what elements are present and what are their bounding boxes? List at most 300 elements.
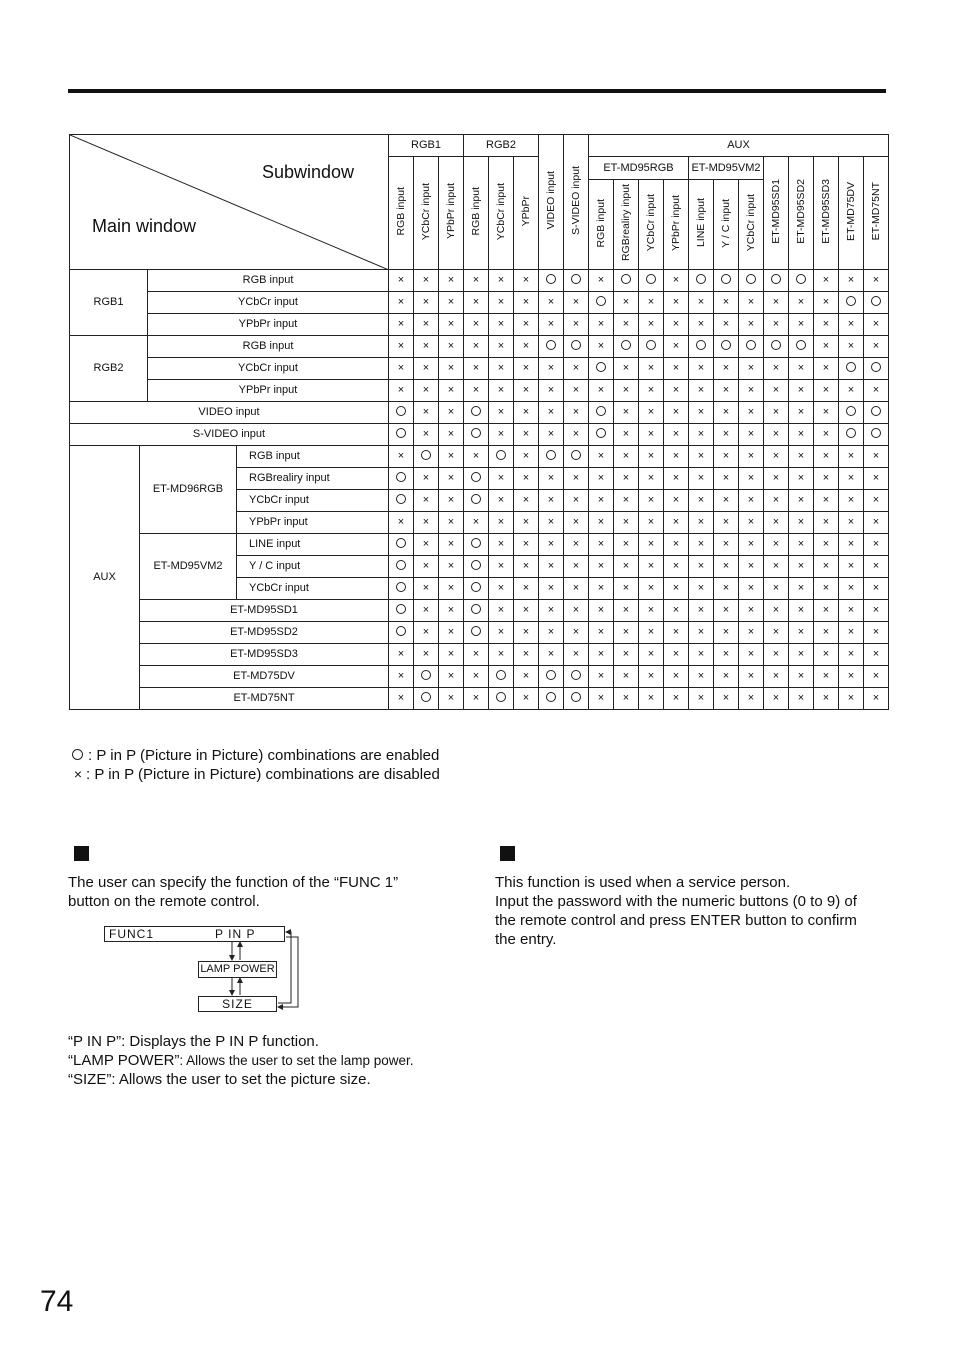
cross-icon: × xyxy=(447,472,455,484)
cell-enabled xyxy=(864,292,889,314)
circle-icon xyxy=(396,428,406,438)
circle-icon xyxy=(871,296,881,306)
cell-disabled xyxy=(714,688,739,710)
col-header: YCbCr input xyxy=(744,194,757,252)
table-row xyxy=(70,402,889,424)
cross-icon: × xyxy=(747,318,755,330)
cross-icon: × xyxy=(447,604,455,616)
cell-enabled xyxy=(539,336,564,358)
cell-disabled xyxy=(514,402,539,424)
top-rule xyxy=(68,89,886,93)
table-row xyxy=(70,380,889,402)
cross-icon: × xyxy=(422,538,430,550)
cross-icon: × xyxy=(647,318,655,330)
cross-icon: × xyxy=(747,582,755,594)
cross-icon: × xyxy=(497,384,505,396)
cell-disabled xyxy=(664,402,689,424)
cross-icon: × xyxy=(772,582,780,594)
cross-icon: × xyxy=(772,450,780,462)
cell-disabled xyxy=(814,270,839,292)
cross-icon: × xyxy=(672,604,680,616)
row-group-rgb1: RGB1 xyxy=(70,270,148,336)
col-header: RGB input xyxy=(469,187,482,236)
cross-icon: × xyxy=(747,692,755,704)
col-header: RGBrealiry input xyxy=(619,184,632,262)
section-bullet-icon xyxy=(500,846,515,861)
desc-size: “SIZE”: Allows the user to set the picture size. xyxy=(68,1071,371,1088)
cell-disabled xyxy=(489,358,514,380)
row-label: YCbCr input xyxy=(237,490,389,512)
cross-icon: × xyxy=(547,296,555,308)
circle-icon xyxy=(571,692,581,702)
cross-icon: × xyxy=(497,318,505,330)
table-row xyxy=(70,336,889,358)
cross-icon: × xyxy=(447,516,455,528)
cell-disabled xyxy=(614,534,639,556)
cell-disabled xyxy=(714,512,739,534)
cell-disabled xyxy=(664,424,689,446)
cross-icon: × xyxy=(497,274,505,286)
cross-icon: × xyxy=(722,582,730,594)
cross-icon: × xyxy=(797,296,805,308)
cross-icon: × xyxy=(797,648,805,660)
cell-disabled xyxy=(764,314,789,336)
cross-icon: × xyxy=(397,384,405,396)
cross-icon: × xyxy=(472,274,480,286)
cell-disabled xyxy=(539,314,564,336)
cross-icon: × xyxy=(697,670,705,682)
cell-disabled xyxy=(739,380,764,402)
cross-icon: × xyxy=(872,494,880,506)
cross-icon: × xyxy=(597,582,605,594)
cross-icon: × xyxy=(672,582,680,594)
cell-disabled xyxy=(664,556,689,578)
cross-icon: × xyxy=(697,516,705,528)
legend-disabled-text: : P in P (Picture in Picture) combinations are disabled xyxy=(86,766,440,783)
circle-icon xyxy=(646,340,656,350)
cell-enabled xyxy=(464,622,489,644)
cross-icon: × xyxy=(397,296,405,308)
circle-icon xyxy=(471,582,481,592)
cell-disabled xyxy=(689,468,714,490)
cross-icon: × xyxy=(747,648,755,660)
cross-icon: × xyxy=(847,692,855,704)
row-label: YPbPr input xyxy=(148,314,389,336)
circle-icon xyxy=(696,274,706,284)
cell-disabled xyxy=(689,292,714,314)
table-row xyxy=(70,270,889,292)
cell-disabled xyxy=(764,600,789,622)
col-header: ET-MD95SD3 xyxy=(819,179,832,244)
cell-disabled xyxy=(689,358,714,380)
cell-disabled xyxy=(539,468,564,490)
cell-disabled xyxy=(439,380,464,402)
circle-icon xyxy=(471,560,481,570)
circle-icon xyxy=(471,494,481,504)
cell-disabled xyxy=(639,556,664,578)
cross-icon: × xyxy=(572,362,580,374)
cross-icon: × xyxy=(822,626,830,638)
cell-disabled xyxy=(664,600,689,622)
cell-disabled xyxy=(514,512,539,534)
cell-disabled xyxy=(414,292,439,314)
cross-icon: × xyxy=(772,296,780,308)
cross-icon: × xyxy=(547,560,555,572)
cell-disabled xyxy=(614,600,639,622)
cell-disabled xyxy=(589,314,614,336)
cell-disabled xyxy=(664,534,689,556)
cross-icon: × xyxy=(497,560,505,572)
cross-icon: × xyxy=(872,692,880,704)
cell-disabled xyxy=(639,424,664,446)
cross-icon: × xyxy=(747,626,755,638)
cross-icon: × xyxy=(522,604,530,616)
cell-disabled xyxy=(414,578,439,600)
cell-disabled xyxy=(589,336,614,358)
cell-disabled xyxy=(789,446,814,468)
cell-disabled xyxy=(714,358,739,380)
cell-disabled xyxy=(639,314,664,336)
cross-icon: × xyxy=(522,340,530,352)
cell-disabled xyxy=(414,622,439,644)
cell-enabled xyxy=(639,270,664,292)
cross-icon: × xyxy=(672,670,680,682)
cross-icon: × xyxy=(747,296,755,308)
cross-icon: × xyxy=(622,296,630,308)
cross-icon: × xyxy=(622,450,630,462)
cell-disabled xyxy=(589,556,614,578)
row-label: LINE input xyxy=(237,534,389,556)
cross-icon: × xyxy=(622,362,630,374)
cross-icon: × xyxy=(747,472,755,484)
cell-disabled xyxy=(864,490,889,512)
cell-enabled xyxy=(464,424,489,446)
cell-disabled xyxy=(564,292,589,314)
cross-icon: × xyxy=(422,296,430,308)
cell-disabled xyxy=(864,380,889,402)
cell-disabled xyxy=(614,358,639,380)
cross-icon: × xyxy=(497,340,505,352)
cell-disabled xyxy=(764,358,789,380)
cell-enabled xyxy=(589,358,614,380)
cross-icon: × xyxy=(797,692,805,704)
cell-disabled xyxy=(764,402,789,424)
cross-icon: × xyxy=(622,406,630,418)
cross-icon: × xyxy=(572,472,580,484)
cross-icon: × xyxy=(522,406,530,418)
cross-icon: × xyxy=(397,340,405,352)
cell-disabled xyxy=(614,622,639,644)
cell-disabled xyxy=(714,402,739,424)
cell-disabled xyxy=(539,600,564,622)
cross-icon: × xyxy=(647,406,655,418)
cross-icon: × xyxy=(622,604,630,616)
cell-disabled xyxy=(414,424,439,446)
cross-icon: × xyxy=(497,428,505,440)
cross-icon: × xyxy=(672,626,680,638)
cross-icon: × xyxy=(447,582,455,594)
row-label: RGB input xyxy=(148,336,389,358)
cross-icon: × xyxy=(797,516,805,528)
circle-icon xyxy=(796,274,806,284)
cell-disabled xyxy=(714,578,739,600)
circle-icon xyxy=(621,274,631,284)
cross-icon: × xyxy=(697,604,705,616)
cell-disabled xyxy=(389,358,414,380)
cross-icon: × xyxy=(522,538,530,550)
cell-disabled xyxy=(764,490,789,512)
circle-icon xyxy=(871,428,881,438)
cross-icon: × xyxy=(747,428,755,440)
cross-icon: × xyxy=(522,670,530,682)
cell-disabled xyxy=(814,380,839,402)
cross-icon: × xyxy=(397,318,405,330)
cross-icon: × xyxy=(672,692,680,704)
cell-enabled xyxy=(464,402,489,424)
cross-icon: × xyxy=(522,318,530,330)
col-header: Y / C input xyxy=(719,198,732,248)
cell-disabled xyxy=(689,556,714,578)
cross-icon: × xyxy=(597,318,605,330)
circle-icon xyxy=(546,692,556,702)
cross-icon: × xyxy=(547,318,555,330)
cross-icon: × xyxy=(597,494,605,506)
cross-icon: × xyxy=(672,274,680,286)
cell-disabled xyxy=(589,270,614,292)
cell-disabled xyxy=(539,644,564,666)
cell-disabled xyxy=(514,490,539,512)
cross-icon: × xyxy=(522,560,530,572)
cell-enabled xyxy=(789,336,814,358)
cross-icon: × xyxy=(672,472,680,484)
cell-disabled xyxy=(739,424,764,446)
circle-icon xyxy=(846,406,856,416)
circle-icon xyxy=(396,472,406,482)
cell-disabled xyxy=(489,424,514,446)
cross-icon: × xyxy=(472,516,480,528)
cell-disabled xyxy=(564,644,589,666)
cross-icon: × xyxy=(397,670,405,682)
cell-disabled xyxy=(564,468,589,490)
cell-disabled xyxy=(589,512,614,534)
circle-icon xyxy=(846,362,856,372)
cell-enabled xyxy=(614,336,639,358)
cross-icon: × xyxy=(647,384,655,396)
row-subgroup-et-md95vm2: ET-MD95VM2 xyxy=(140,534,237,600)
cell-disabled xyxy=(589,468,614,490)
cross-icon: × xyxy=(872,450,880,462)
cross-icon: × xyxy=(822,516,830,528)
cell-disabled xyxy=(439,270,464,292)
cell-disabled xyxy=(539,358,564,380)
cross-icon: × xyxy=(447,340,455,352)
circle-icon xyxy=(721,340,731,350)
cross-icon: × xyxy=(822,318,830,330)
cell-disabled xyxy=(614,578,639,600)
cross-icon: × xyxy=(797,626,805,638)
cross-icon: × xyxy=(822,362,830,374)
cross-icon: × xyxy=(697,648,705,660)
cross-icon: × xyxy=(872,604,880,616)
cross-icon: × xyxy=(497,626,505,638)
cross-icon: × xyxy=(747,494,755,506)
password-line: Input the password with the numeric buttons (0 to 9) of xyxy=(495,893,857,910)
cell-disabled xyxy=(689,402,714,424)
cell-disabled xyxy=(739,578,764,600)
cell-disabled xyxy=(439,292,464,314)
cross-icon: × xyxy=(772,648,780,660)
cell-disabled xyxy=(489,292,514,314)
cell-disabled xyxy=(664,314,689,336)
table-row xyxy=(70,358,889,380)
cross-icon: × xyxy=(797,560,805,572)
cell-enabled xyxy=(389,468,414,490)
cross-icon: × xyxy=(472,384,480,396)
cell-disabled xyxy=(864,666,889,688)
cell-disabled xyxy=(639,688,664,710)
cell-disabled xyxy=(589,600,614,622)
cell-disabled xyxy=(664,468,689,490)
cell-disabled xyxy=(564,578,589,600)
cell-disabled xyxy=(489,270,514,292)
cell-enabled xyxy=(389,402,414,424)
cross-icon: × xyxy=(822,494,830,506)
cell-disabled xyxy=(864,468,889,490)
cell-disabled xyxy=(464,314,489,336)
cell-disabled xyxy=(764,556,789,578)
cell-disabled xyxy=(839,336,864,358)
cross-icon: × xyxy=(597,274,605,286)
cell-enabled xyxy=(589,424,614,446)
cell-enabled xyxy=(739,270,764,292)
cross-icon: × xyxy=(747,538,755,550)
circle-icon xyxy=(421,450,431,460)
cell-disabled xyxy=(664,292,689,314)
cross-icon: × xyxy=(747,384,755,396)
cross-icon: × xyxy=(847,318,855,330)
cross-icon: × xyxy=(772,604,780,616)
cell-disabled xyxy=(789,556,814,578)
cell-disabled xyxy=(514,314,539,336)
cross-icon: × xyxy=(597,626,605,638)
cell-disabled xyxy=(514,666,539,688)
cell-disabled xyxy=(739,600,764,622)
cross-icon: × xyxy=(697,384,705,396)
cell-enabled xyxy=(464,556,489,578)
circle-icon xyxy=(471,428,481,438)
cell-enabled xyxy=(839,358,864,380)
circle-icon xyxy=(396,538,406,548)
circle-icon xyxy=(696,340,706,350)
row-group-aux: AUX xyxy=(70,446,140,710)
cross-icon: × xyxy=(547,582,555,594)
cell-enabled xyxy=(389,424,414,446)
cell-disabled xyxy=(589,622,614,644)
cross-icon: × xyxy=(872,560,880,572)
cross-icon: × xyxy=(747,406,755,418)
cross-icon: × xyxy=(772,670,780,682)
cell-disabled xyxy=(689,622,714,644)
cell-disabled xyxy=(739,358,764,380)
cell-disabled xyxy=(414,270,439,292)
row-label: ET-MD95SD2 xyxy=(140,622,389,644)
cell-disabled xyxy=(389,512,414,534)
cell-disabled xyxy=(714,600,739,622)
cell-disabled xyxy=(564,380,589,402)
cell-disabled xyxy=(839,446,864,468)
cross-icon: × xyxy=(847,604,855,616)
cross-icon: × xyxy=(522,648,530,660)
cell-disabled xyxy=(614,666,639,688)
cell-disabled xyxy=(689,380,714,402)
cross-icon: × xyxy=(722,538,730,550)
cross-icon: × xyxy=(572,560,580,572)
cell-enabled xyxy=(864,358,889,380)
cell-disabled xyxy=(664,336,689,358)
cell-disabled xyxy=(589,688,614,710)
col-header: YPbPr input xyxy=(669,194,682,252)
cell-disabled xyxy=(564,622,589,644)
cross-icon: × xyxy=(772,406,780,418)
cell-disabled xyxy=(514,578,539,600)
cell-disabled xyxy=(814,666,839,688)
cross-icon: × xyxy=(822,450,830,462)
cross-icon: × xyxy=(547,472,555,484)
cross-icon: × xyxy=(622,538,630,550)
cell-disabled xyxy=(614,688,639,710)
cross-icon: × xyxy=(422,582,430,594)
cell-disabled xyxy=(864,534,889,556)
cell-disabled xyxy=(639,644,664,666)
legend-enabled xyxy=(72,747,439,764)
row-label: ET-MD95SD3 xyxy=(140,644,389,666)
cell-disabled xyxy=(764,380,789,402)
cell-disabled xyxy=(739,512,764,534)
cross-icon: × xyxy=(722,604,730,616)
legend-enabled-text: : P in P (Picture in Picture) combinations are enabled xyxy=(88,747,440,764)
cell-enabled xyxy=(564,446,589,468)
desc-lamp-prefix: “LAMP POWER” xyxy=(68,1052,180,1069)
cross-icon: × xyxy=(522,450,530,462)
cell-disabled xyxy=(789,314,814,336)
cell-disabled xyxy=(639,446,664,468)
cross-icon: × xyxy=(872,384,880,396)
cell-disabled xyxy=(689,446,714,468)
cell-enabled xyxy=(564,270,589,292)
intro-line: button on the remote control. xyxy=(68,893,260,910)
table-row xyxy=(70,534,889,556)
cell-disabled xyxy=(864,688,889,710)
cell-disabled xyxy=(389,314,414,336)
cell-disabled xyxy=(439,314,464,336)
circle-icon xyxy=(846,296,856,306)
func1-label: FUNC1 xyxy=(109,927,155,941)
circle-icon xyxy=(746,274,756,284)
cell-disabled xyxy=(614,402,639,424)
cross-icon: × xyxy=(672,340,680,352)
cross-icon: × xyxy=(672,362,680,374)
cross-icon: × xyxy=(497,604,505,616)
cross-icon: × xyxy=(822,296,830,308)
cell-disabled xyxy=(389,446,414,468)
cell-disabled xyxy=(589,666,614,688)
cell-disabled xyxy=(439,446,464,468)
cross-icon: × xyxy=(672,648,680,660)
cell-enabled xyxy=(714,270,739,292)
cell-disabled xyxy=(639,402,664,424)
cell-disabled xyxy=(789,534,814,556)
cross-icon: × xyxy=(822,428,830,440)
